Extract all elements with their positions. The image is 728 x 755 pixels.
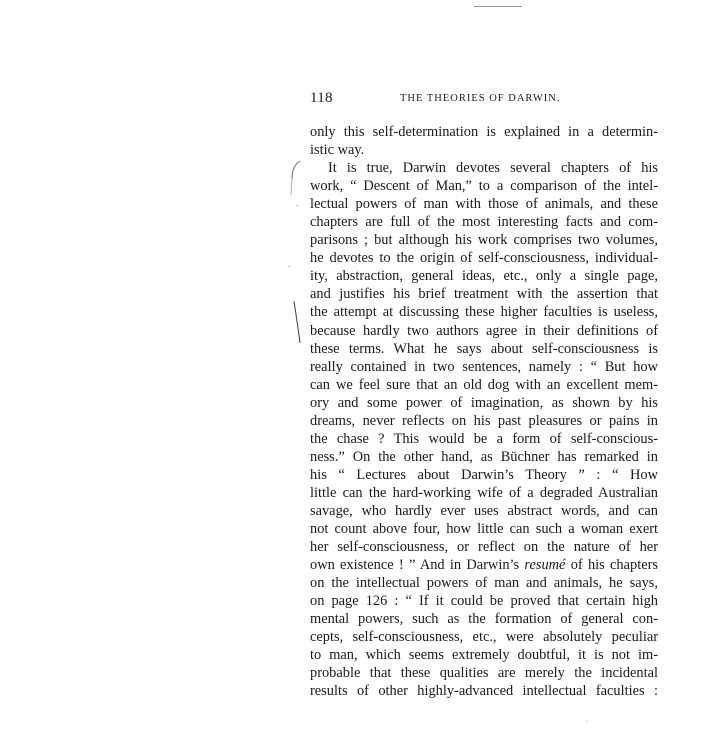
- pencil-margin-bracket-icon: [284, 155, 306, 355]
- text-line: the attempt at discussing these higher faculties is useless,: [310, 304, 658, 321]
- page-number: 118: [310, 90, 333, 106]
- text-line: not count above four, how little can such a woman exert: [310, 521, 658, 538]
- text-line: really contained in two sentences, namely : “ But how: [310, 358, 658, 375]
- text-line: on page 126 : “ If it could be proved that certain high: [310, 593, 658, 610]
- margin-speck: [288, 266, 290, 267]
- text-line: cepts, self-consciousness, etc., were absolutely peculiar: [310, 629, 658, 646]
- running-head: [310, 90, 660, 110]
- text-segment: of his chapters: [565, 557, 658, 574]
- text-line: on the intellectual powers of man and animals, he says,: [310, 575, 658, 592]
- text-line: savage, who hardly ever uses abstract words, and can: [310, 502, 658, 519]
- text-line: can we feel sure that an old dog with an excellent mem-: [310, 376, 658, 393]
- text-line: little can the hard-working wife of a degraded Australian: [310, 484, 658, 501]
- text-line: results of other highly-advanced intellectual faculties :: [310, 683, 658, 700]
- text-line: ness.” On the other hand, as Büchner has remarked in: [310, 448, 658, 465]
- text-line: istic way.: [310, 142, 365, 159]
- text-line: ity, abstraction, general ideas, etc., only a single page,: [310, 268, 658, 285]
- text-line: dreams, never reflects on his past pleasures or pains in: [310, 412, 658, 429]
- text-line: he devotes to the origin of self-consciousness, individual-: [310, 250, 658, 267]
- text-line: these terms. What he says about self-consciousness is: [310, 340, 658, 357]
- text-line: probable that these qualities are merely the incidental: [310, 665, 658, 682]
- text-line: her self-consciousness, or reflect on the nature of her: [310, 539, 658, 556]
- text-line-with-italic: [310, 556, 658, 574]
- margin-speck: [586, 721, 588, 722]
- text-line: because hardly two authors agree in their definitions of: [310, 322, 658, 339]
- text-line: his “ Lectures about Darwin’s Theory ” : “ How: [310, 466, 658, 483]
- text-line: work, “ Descent of Man,” to a comparison of the intel-: [310, 178, 658, 195]
- text-line: mental powers, such as the formation of general con-: [310, 611, 658, 628]
- top-edge-rule: [474, 6, 522, 7]
- text-segment: own existence ! ” And in Darwin’s: [310, 557, 525, 574]
- margin-speck: [296, 205, 298, 206]
- body-text: [310, 123, 658, 701]
- text-line: lectual powers of man with those of animals, and these: [310, 196, 658, 213]
- running-title: THE THEORIES OF DARWIN.: [400, 93, 561, 104]
- text-line: and justifies his brief treatment with the assertion that: [310, 286, 658, 303]
- text-line: parisons ; but although his work comprises two volumes,: [310, 232, 658, 249]
- text-line: ory and some power of imagination, as shown by his: [310, 394, 658, 411]
- text-line: only this self-determination is explained in a determin-: [310, 124, 658, 140]
- paragraph-start-line: It is true, Darwin devotes several chapters of his: [328, 160, 658, 177]
- italic-word: resumé: [524, 557, 566, 574]
- text-line: the chase ? This would be a form of self-conscious-: [310, 430, 658, 447]
- text-line: to man, which seems extremely doubtful, it is not im-: [310, 647, 658, 664]
- text-line: chapters are full of the most interesting facts and com-: [310, 214, 658, 231]
